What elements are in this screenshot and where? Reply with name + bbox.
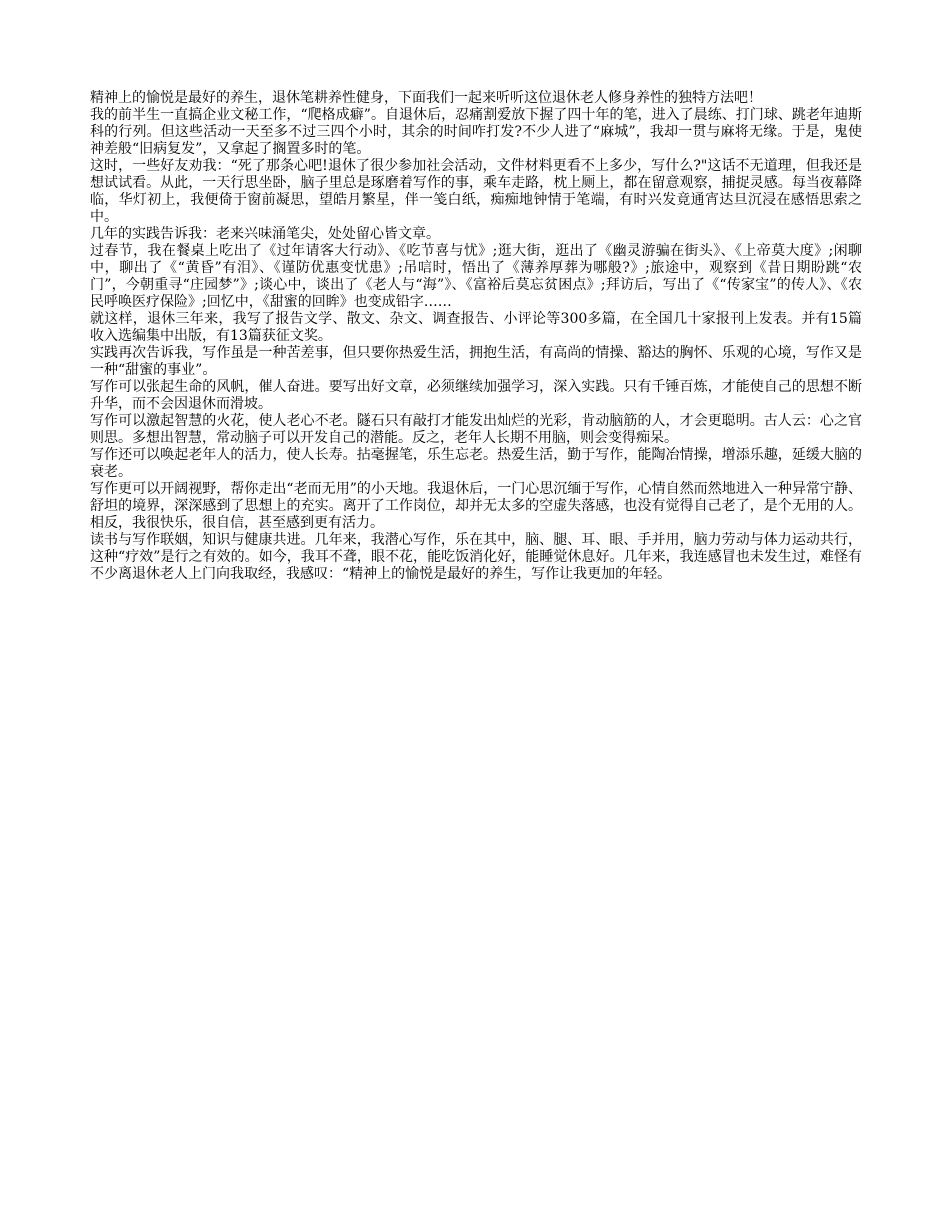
paragraph-conclusion: 读书与写作联姻，知识与健康共进。几年来，我潜心写作，乐在其中，脑、腿、耳、眼、手并用，脑力劳动与体力运动共行，这种“疗效”是行之有效的。如今，我耳不聋，眼不花，能吃饭消化好，能睡觉休息好。几年来，我连感冒也未发生过，难怪有不少离退休老人上门向我取经，我感叹：“精神上的愉悦是最好的养生，写作让我更加的年轻。 (90, 532, 862, 582)
paragraph-wisdom: 写作可以激起智慧的火花，使人老心不老。隧石只有敲打才能发出灿烂的光彩，肯动脑筋的人，才会更聪明。古人云：心之官则思。多想出智慧，常动脑子可以开发自己的潜能。反之，老年人长期不用脑，则会变得痴呆。 (90, 413, 862, 446)
article-body (90, 90, 862, 583)
paragraph-sweet-career: 实践再次告诉我，写作虽是一种苦差事，但只要你热爱生活，拥抱生活，有高尚的情操、豁达的胸怀、乐观的心境，写作又是一种“甜蜜的事业”。 (90, 345, 862, 378)
paragraph-background: 我的前半生一直搞企业文秘工作，“爬格成癖”。自退休后，忍痛割爱放下握了四十年的笔，进入了晨练、打门球、跳老年迪斯科的行列。但这些活动一天至多不过三四个小时，其余的时间咋打发?不少人进了“麻城”，我却一贯与麻将无缘。于是，鬼使神差般“旧病复发”，又拿起了搁置多时的笔。 (90, 107, 862, 157)
paragraph-practice-lesson: 几年的实践告诉我：老来兴味涌笔尖，处处留心皆文章。 (90, 226, 440, 242)
paragraph-horizons: 写作更可以开阔视野，帮你走出“老而无用”的小天地。我退休后，一门心思沉缅于写作，心情自然而然地进入一种异常宁静、舒坦的境界，深深感到了思想上的充实。离开了工作岗位，却并无太多的空虚失落感，也没有觉得自己老了，是个无用的人。相反，我很快乐，很自信，甚至感到更有活力。 (90, 481, 862, 531)
paragraph-results: 就这样，退休三年来，我写了报告文学、散文、杂文、调查报告、小评论等300多篇，在全国几十家报刊上发表。并有15篇收入选编集中出版，有13篇获征文奖。 (90, 311, 862, 344)
paragraph-topics: 过春节，我在餐桌上吃出了《过年请客大行动》、《吃节喜与忧》;逛大街，逛出了《幽灵游骗在街头》、《上帝莫大度》;闲聊中，聊出了《“黄昏”有泪》、《谨防优惠变忧患》;吊唁时，悟出了《薄养厚葬为哪般?》;旅途中，观察到《昔日期盼跳“农门”，今朝重寻“庄园梦”》;谈心中，谈出了《老人与“海”》、《富裕后莫忘贫困点》;拜访后，写出了《“传家宝”的传人》、《农民呼唤医疗保险》;回忆中，《甜蜜的回眸》也变成铅字…… (90, 243, 862, 310)
paragraph-vitality: 写作还可以唤起老年人的活力，使人长寿。拈毫握笔，乐生忘老。热爱生活，勤于写作，能陶冶情操，增添乐趣，延缓大脑的衰老。 (90, 447, 862, 480)
paragraph-sail-of-life: 写作可以张起生命的风帆，催人奋进。要写出好文章，必须继续加强学习，深入实践。只有千锤百炼，才能使自己的思想不断升华，而不会因退休而滑坡。 (90, 379, 862, 412)
paragraph-intro: 精神上的愉悦是最好的养生，退休笔耕养性健身，下面我们一起来听听这位退休老人修身养性的独特方法吧！ (90, 90, 762, 106)
paragraph-friends-advice: 这时，一些好友劝我：“死了那条心吧!退休了很少参加社会活动，文件材料更看不上多少，写什么?"这话不无道理，但我还是想试试看。从此，一天行思坐卧，脑子里总是琢磨着写作的事，乘车走路，枕上厕上，都在留意观察，捕捉灵感。每当夜幕降临，华灯初上，我便倚于窗前凝思，望皓月繁星，伴一笺白纸，痴痴地钟情于笔端，有时兴发竟通宵达旦沉浸在感悟思索之中。 (90, 158, 862, 225)
